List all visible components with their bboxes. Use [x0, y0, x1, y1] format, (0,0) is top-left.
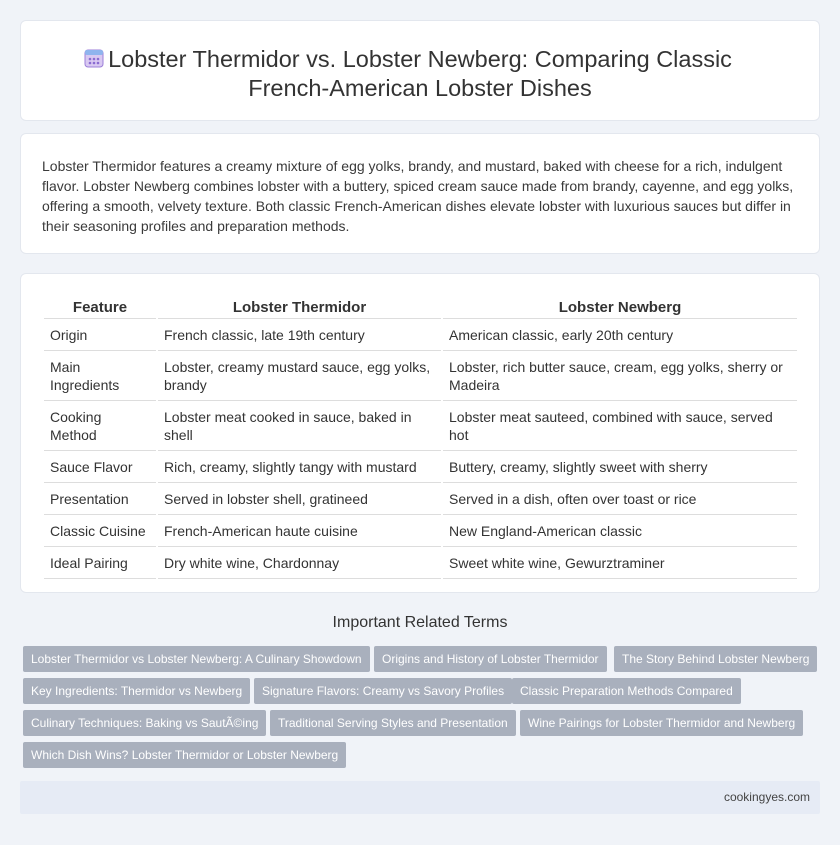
related-term-tag[interactable]: Culinary Techniques: Baking vs SautÃ©ing	[23, 710, 266, 736]
row-feature: Ideal Pairing	[44, 547, 156, 579]
row-newberg: Lobster meat sauteed, combined with sauce, served hot	[443, 401, 797, 451]
row-feature: Classic Cuisine	[44, 515, 156, 547]
related-term-tag[interactable]: Signature Flavors: Creamy vs Savory Profiles	[254, 678, 512, 704]
row-thermidor: Served in lobster shell, gratineed	[158, 483, 441, 515]
page-title-line1: Lobster Thermidor vs. Lobster Newberg: Comparing Classic	[108, 46, 732, 72]
header-thermidor: Lobster Thermidor	[158, 295, 441, 319]
related-term-tag[interactable]: Lobster Thermidor vs Lobster Newberg: A Culinary Showdown	[23, 646, 370, 672]
related-terms-title: Important Related Terms	[332, 614, 508, 631]
related-term-tag[interactable]: Key Ingredients: Thermidor vs Newberg	[23, 678, 250, 704]
row-newberg: Sweet white wine, Gewurztraminer	[443, 547, 797, 579]
row-thermidor: Dry white wine, Chardonnay	[158, 547, 441, 579]
header-feature: Feature	[44, 295, 156, 319]
row-feature: Origin	[44, 319, 156, 351]
page-title-line2: French-American Lobster Dishes	[248, 75, 592, 101]
related-term-tag[interactable]: The Story Behind Lobster Newberg	[614, 646, 817, 672]
table-row	[44, 547, 797, 579]
table-header-row	[44, 295, 797, 319]
intro-text: Lobster Thermidor features a creamy mixture of egg yolks, brandy, and mustard, baked with cheese for a rich, indulgent flavor. Lobster Newberg combines lobster with a buttery, spiced cream sauce made from brandy, cayenne, and egg yolks, offering a smooth, velvety texture. Both classic French-American dishes elevate lobster with luxurious sauces but differ in their seasoning profiles and preparation methods.	[42, 158, 794, 234]
footer	[20, 781, 820, 814]
row-newberg: Served in a dish, often over toast or rice	[443, 483, 797, 515]
table-row	[44, 451, 797, 483]
row-newberg: Buttery, creamy, slightly sweet with sherry	[443, 451, 797, 483]
footer-site-link[interactable]: cookingyes.com	[723, 790, 810, 804]
related-term-tag[interactable]: Wine Pairings for Lobster Thermidor and Newberg	[520, 710, 803, 736]
row-thermidor: Lobster meat cooked in sauce, baked in shell	[158, 401, 441, 451]
row-feature: Main Ingredients	[44, 351, 156, 401]
table-row	[44, 515, 797, 547]
table-row	[44, 351, 797, 401]
row-thermidor: Rich, creamy, slightly tangy with mustard	[158, 451, 441, 483]
title-card	[20, 20, 820, 121]
row-newberg: Lobster, rich butter sauce, cream, egg yolks, sherry or Madeira	[443, 351, 797, 401]
row-thermidor: Lobster, creamy mustard sauce, egg yolks, brandy	[158, 351, 441, 401]
row-feature: Presentation	[44, 483, 156, 515]
table-row	[44, 319, 797, 351]
row-feature: Sauce Flavor	[44, 451, 156, 483]
table-row	[44, 483, 797, 515]
comparison-table	[42, 295, 799, 579]
intro-card	[20, 133, 820, 254]
row-newberg: American classic, early 20th century	[443, 319, 797, 351]
table-row	[44, 401, 797, 451]
comparison-card	[20, 273, 820, 593]
row-thermidor: French classic, late 19th century	[158, 319, 441, 351]
related-term-tag[interactable]: Origins and History of Lobster Thermidor	[374, 646, 607, 672]
row-thermidor: French-American haute cuisine	[158, 515, 441, 547]
related-term-tag[interactable]: Classic Preparation Methods Compared	[512, 678, 741, 704]
row-feature: Cooking Method	[44, 401, 156, 451]
header-newberg: Lobster Newberg	[443, 295, 797, 319]
related-term-tag[interactable]: Traditional Serving Styles and Presentation	[270, 710, 516, 736]
row-newberg: New England-American classic	[443, 515, 797, 547]
related-term-tag[interactable]: Which Dish Wins? Lobster Thermidor or Lobster Newberg	[23, 742, 346, 768]
page-title	[21, 45, 819, 103]
